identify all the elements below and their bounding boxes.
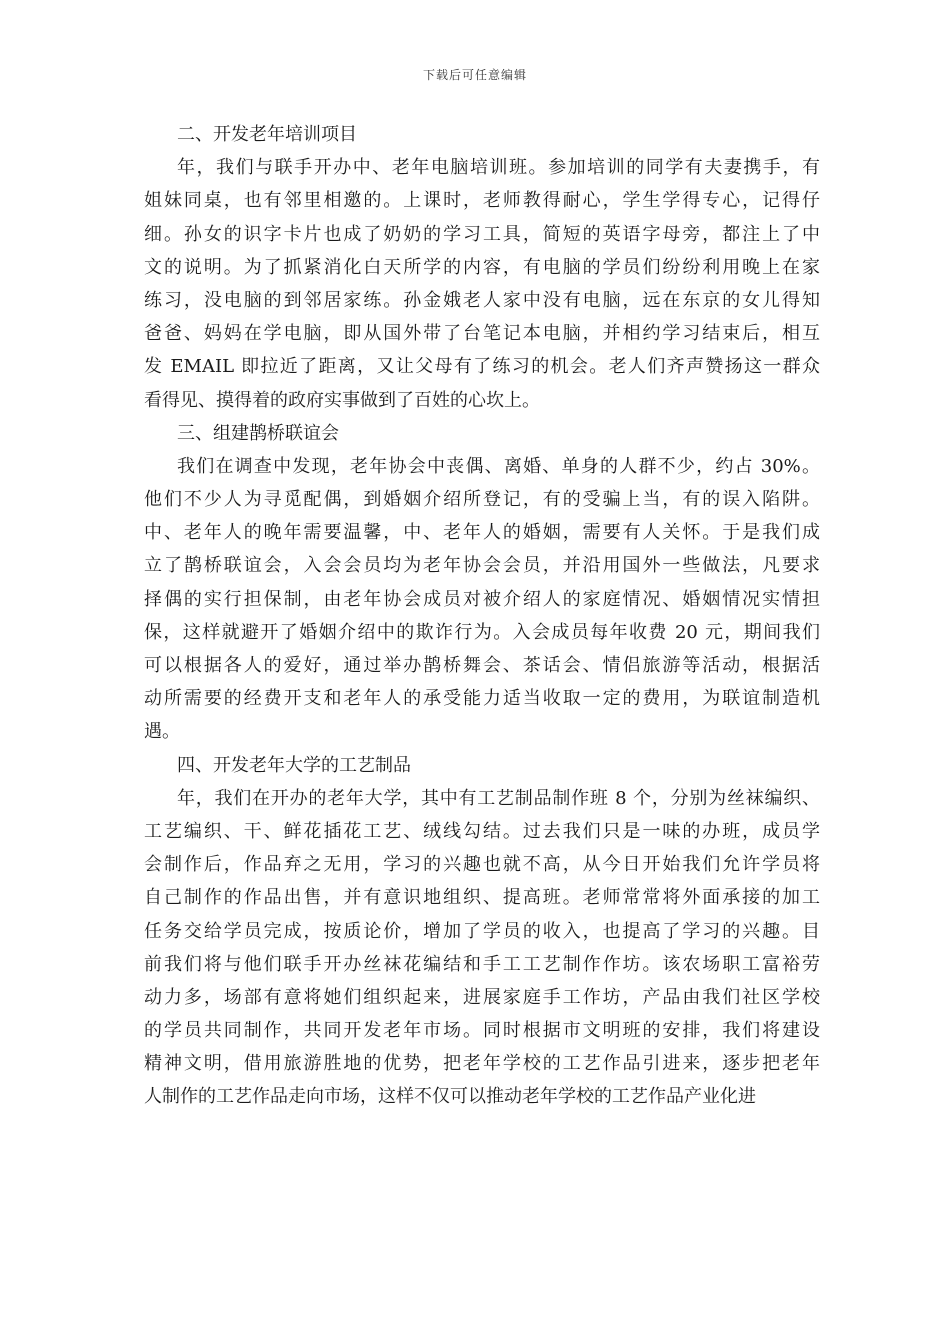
paragraph-line: 遇。 [144,721,180,743]
page-header: 下载后可任意编辑 [422,68,527,82]
body-paragraph [144,782,820,1114]
section-heading [144,118,820,151]
paragraph-line: 文的说明。为了抓紧消化白天所学的内容，有电脑的学员们纷纷利用晚上在家 [144,256,820,278]
paragraph-line: 精神文明，借用旅游胜地的优势，把老年学校的工艺作品引进来，逐步把老年 [144,1053,820,1075]
body-paragraph [144,151,820,417]
paragraph-line: 姐妹同桌，也有邻里相邀的。上课时，老师教得耐心，学生学得专心，记得仔 [144,190,820,212]
paragraph-line: 会制作后，作品弃之无用，学习的兴趣也就不高，从今日开始我们允许学员将 [144,854,820,876]
paragraph-line: 择偶的实行担保制，由老年协会成员对被介绍人的家庭情况、婚姻情况实情担 [144,588,820,610]
section-heading [144,749,820,782]
paragraph-line: 年，我们在开办的老年大学，其中有工艺制品制作班 8 个，分别为丝袜编织、 [177,787,820,809]
paragraph-line: 爸爸、妈妈在学电脑，即从国外带了台笔记本电脑，并相约学习结束后，相互 [144,323,820,345]
paragraph-line: 动所需要的经费开支和老年人的承受能力适当收取一定的费用，为联谊制造机 [144,688,820,710]
paragraph-line: 自己制作的作品出售，并有意识地组织、提高班。老师常常将外面承接的加工 [144,887,820,909]
paragraph-line: 我们在调查中发现，老年协会中丧偶、离婚、单身的人群不少，约占 30%。 [177,455,820,477]
heading-text: 二、开发老年培训项目 [177,124,357,145]
paragraph-line: 可以根据各人的爱好，通过举办鹊桥舞会、茶话会、情侣旅游等活动，根据活 [144,655,820,676]
paragraph-line: 中、老年人的晚年需要温馨，中、老年人的婚姻，需要有人关怀。于是我们成 [144,522,820,544]
body-paragraph [144,450,820,749]
paragraph-line: 前我们将与他们联手开办丝袜花编结和手工工艺制作作坊。该农场职工富裕劳 [144,953,820,975]
paragraph-line: 保，这样就避开了婚姻介绍中的欺诈行为。入会成员每年收费 20 元，期间我们 [144,621,820,643]
heading-text: 四、开发老年大学的工艺制品 [177,754,411,776]
paragraph-line: 年，我们与联手开办中、老年电脑培训班。参加培训的同学有夫妻携手，有 [177,157,820,179]
paragraph-line: 细。孙女的识字卡片也成了奶奶的学习工具，简短的英语字母旁，都注上了中 [144,223,820,245]
paragraph-line: 发 EMAIL 即拉近了距离，又让父母有了练习的机会。老人们齐声赞扬这一群众 [144,356,820,378]
heading-text: 三、组建鹊桥联谊会 [177,422,339,444]
paragraph-line: 的学员共同制作，共同开发老年市场。同时根据市文明班的安排，我们将建设 [144,1020,820,1042]
paragraph-line: 工艺编织、干、鲜花插花工艺、绒线勾结。过去我们只是一味的办班，成员学 [144,820,820,842]
paragraph-line: 练习，没电脑的到邻居家练。孙金娥老人家中没有电脑，远在东京的女儿得知 [144,289,820,311]
document-body [144,118,820,1114]
paragraph-line: 人制作的工艺作品走向市场，这样不仅可以推动老年学校的工艺作品产业化进 [144,1086,756,1108]
paragraph-line: 任务交给学员完成，按质论价，增加了学员的收入，也提高了学习的兴趣。目 [144,920,820,942]
paragraph-line: 他们不少人为寻觅配偶，到婚姻介绍所登记，有的受骗上当，有的误入陷阱。 [144,489,820,511]
paragraph-line: 看得见、摸得着的政府实事做到了百姓的心坎上。 [144,389,540,411]
paragraph-line: 立了鹊桥联谊会，入会会员均为老年协会会员，并沿用国外一些做法，凡要求 [144,555,820,577]
section-heading [144,417,820,450]
paragraph-line: 动力多，场部有意将她们组织起来，进展家庭手工作坊，产品由我们社区学校 [144,986,820,1008]
